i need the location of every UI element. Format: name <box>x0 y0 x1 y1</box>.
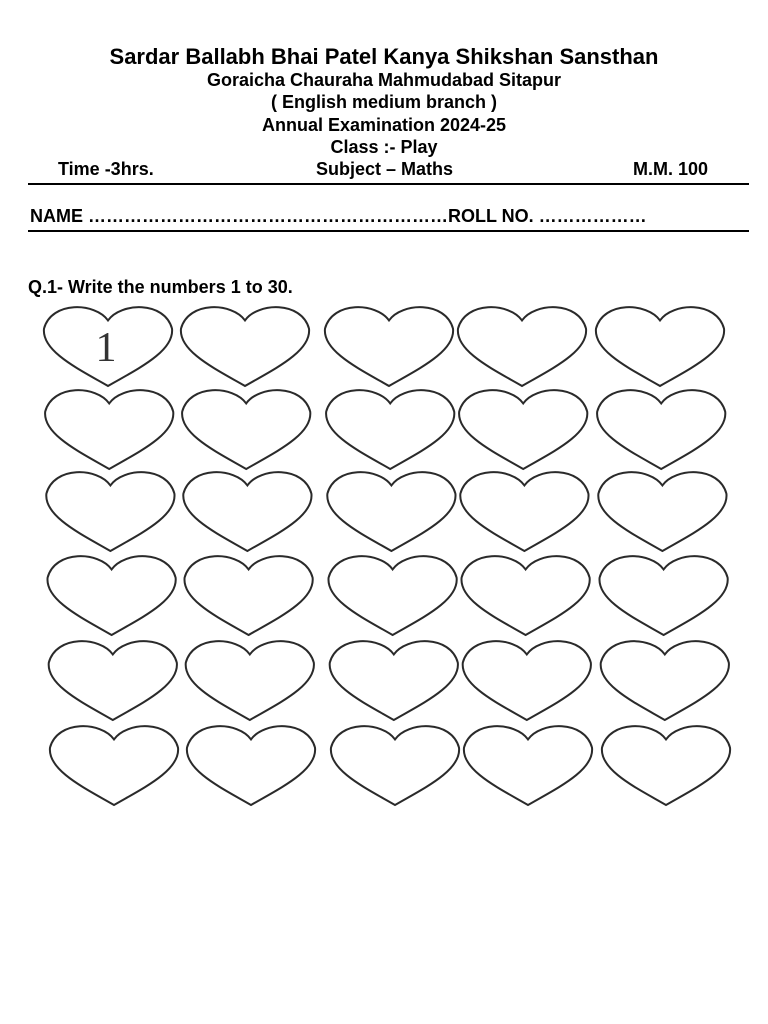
heart-number: 1 <box>95 325 117 371</box>
heart-answer-box[interactable] <box>326 390 454 469</box>
heart-answer-box[interactable] <box>602 726 730 805</box>
heart-answer-box[interactable] <box>183 472 311 551</box>
heart-answer-box[interactable] <box>597 390 725 469</box>
heart-outline <box>186 641 314 720</box>
heart-outline <box>330 641 458 720</box>
heart-outline <box>47 556 175 635</box>
heart-answer-box[interactable] <box>463 641 591 720</box>
heart-outline <box>598 472 726 551</box>
heart-answer-box[interactable] <box>459 390 587 469</box>
question-1: Q.1- Write the numbers 1 to 30. <box>28 277 293 297</box>
heart-outline <box>183 472 311 551</box>
school-address: Goraicha Chauraha Mahmudabad Sitapur <box>206 70 562 90</box>
heart-answer-box[interactable] <box>186 641 314 720</box>
heart-outline <box>182 390 310 469</box>
heart-answer-box[interactable] <box>598 472 726 551</box>
heart-answer-box[interactable] <box>182 390 310 469</box>
exam-title: Annual Examination 2024-25 <box>261 115 507 135</box>
heart-outline <box>602 726 730 805</box>
heart-answer-box[interactable] <box>49 641 177 720</box>
heart-outline <box>461 556 589 635</box>
heart-answer-box[interactable] <box>599 556 727 635</box>
heart-answer-box[interactable] <box>46 472 174 551</box>
heart-outline <box>50 726 178 805</box>
time-label: Time -3hrs. <box>58 159 154 179</box>
heart-answer-box[interactable] <box>181 307 309 386</box>
heart-outline <box>601 641 729 720</box>
class-label: Class :- Play <box>330 137 438 157</box>
school-name: Sardar Ballabh Bhai Patel Kanya Shikshan Sansthan <box>109 44 659 69</box>
heart-outline <box>326 390 454 469</box>
heart-outline <box>464 726 592 805</box>
heart-outline <box>46 472 174 551</box>
heart-answer-box[interactable] <box>325 307 453 386</box>
name-divider <box>28 230 749 232</box>
heart-outline <box>45 390 173 469</box>
heart-outline <box>331 726 459 805</box>
heart-outline <box>328 556 456 635</box>
heart-outline <box>597 390 725 469</box>
heart-answer-box[interactable] <box>458 307 586 386</box>
heart-answer-box[interactable] <box>328 556 456 635</box>
heart-answer-box[interactable] <box>184 556 312 635</box>
heart-answer-box[interactable] <box>330 641 458 720</box>
heart-answer-box[interactable] <box>50 726 178 805</box>
subject-label: Subject – Maths <box>316 159 454 179</box>
heart-answer-box[interactable] <box>187 726 315 805</box>
heart-answer-box[interactable] <box>596 307 724 386</box>
heart-answer-box[interactable] <box>47 556 175 635</box>
heart-outline <box>184 556 312 635</box>
heart-answer-box[interactable] <box>45 390 173 469</box>
heart-outline <box>459 390 587 469</box>
heart-outline <box>181 307 309 386</box>
heart-outline <box>49 641 177 720</box>
heart-answer-box[interactable] <box>331 726 459 805</box>
heart-outline <box>327 472 455 551</box>
branch-label: ( English medium branch ) <box>270 92 498 112</box>
heart-answer-box[interactable] <box>327 472 455 551</box>
heart-outline <box>460 472 588 551</box>
heart-outline <box>325 307 453 386</box>
heart-answer-box[interactable] <box>44 307 172 386</box>
max-marks-label: M.M. 100 <box>633 159 709 179</box>
heart-outline <box>463 641 591 720</box>
header-divider <box>28 183 749 185</box>
heart-outline <box>599 556 727 635</box>
heart-answer-box[interactable] <box>464 726 592 805</box>
heart-answer-box[interactable] <box>460 472 588 551</box>
heart-answer-box[interactable] <box>601 641 729 720</box>
heart-outline <box>187 726 315 805</box>
heart-outline <box>596 307 724 386</box>
heart-answer-box[interactable] <box>461 556 589 635</box>
heart-outline <box>458 307 586 386</box>
name-roll-line: NAME ……………………………………………………ROLL NO. ……………… <box>30 206 647 226</box>
